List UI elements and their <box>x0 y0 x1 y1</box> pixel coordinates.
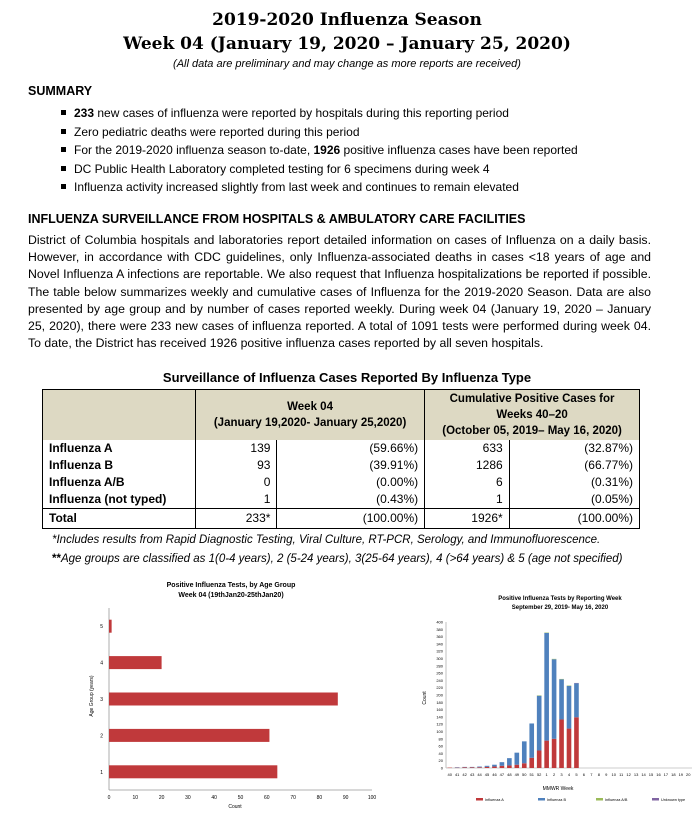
table-title: Surveillance of Influenza Cases Reported By Influenza Type <box>162 370 532 385</box>
legend-swatch <box>652 798 659 801</box>
week-bar-segment <box>515 765 520 768</box>
x-tick-label: 80 <box>316 795 323 801</box>
summary-item: Influenza activity increased slightly from last week and continues to remain elevated <box>56 178 578 197</box>
x-tick-label: 0 <box>107 795 111 801</box>
report-title: 2019-2020 Influenza Season <box>212 10 482 30</box>
y-tick-label: 340 <box>436 641 443 647</box>
chart-subtitle: Week 04 (19thJan20-25thJan20) <box>178 592 284 599</box>
week-bar-segment <box>559 719 564 768</box>
x-tick-label: 18 <box>671 772 676 777</box>
table-row <box>43 491 640 509</box>
week-count: 1 <box>196 491 277 509</box>
y-tick-label: 220 <box>436 685 443 691</box>
x-tick-label: 14 <box>641 772 646 777</box>
week-percent: (59.66%) <box>277 440 425 457</box>
cumulative-percent: (0.05%) <box>509 491 639 509</box>
cumulative-header-cell <box>425 390 640 441</box>
legend-swatch <box>596 798 603 801</box>
week-bar-segment <box>574 683 579 717</box>
x-tick-label: 8 <box>597 772 600 777</box>
y-tick-label: 200 <box>436 692 443 698</box>
cumulative-count: 1 <box>425 491 510 509</box>
x-tick-label: 19 <box>678 772 684 777</box>
y-tick-label: 60 <box>438 743 443 749</box>
week-header-cell <box>196 390 425 441</box>
y-tick-label: 300 <box>436 656 443 661</box>
table-row <box>43 474 640 491</box>
cumulative-count: 1286 <box>425 457 510 474</box>
y-tick-label: 0 <box>440 765 443 771</box>
x-axis-label: MMWR Week <box>542 786 574 792</box>
y-tick-label: 4 <box>100 660 103 667</box>
y-tick-label: 260 <box>436 670 443 676</box>
report-week: Week 04 (January 19, 2020 – January 25, 2020) <box>123 34 571 54</box>
total-label: Total <box>43 509 196 529</box>
x-tick-label: 16 <box>656 772 661 777</box>
x-tick-label: 30 <box>185 795 191 801</box>
x-tick-label: 5 <box>575 772 578 777</box>
total-week-percent: (100.00%) <box>277 509 425 529</box>
summary-item: 233 new cases of influenza were reported by hospitals during this reporting period <box>56 104 578 123</box>
legend-label: Unknown type <box>661 798 686 802</box>
x-tick-label: 42 <box>462 772 467 777</box>
week-bar-segment <box>492 765 497 767</box>
week-bar-segment <box>529 723 534 757</box>
week-bar-segment <box>544 741 549 768</box>
cumulative-weeks: Weeks 40–20 <box>496 409 568 421</box>
reporting-week-chart <box>420 590 694 808</box>
cumulative-percent: (66.77%) <box>509 457 639 474</box>
x-tick-label: 43 <box>469 772 475 777</box>
week-bar-segment <box>500 766 505 768</box>
x-tick-label: 17 <box>663 772 669 777</box>
cumulative-percent: (32.87%) <box>509 440 639 457</box>
total-cumulative-count: 1926* <box>425 509 510 529</box>
summary-item: DC Public Health Laboratory completed testing for 6 specimens during week 4 <box>56 160 578 179</box>
week-bar-segment <box>552 739 557 768</box>
chart-subtitle: September 29, 2019- May 16, 2020 <box>511 605 609 611</box>
x-tick-label: 50 <box>522 772 527 777</box>
x-tick-label: 1 <box>545 772 548 777</box>
week-bar-segment <box>485 767 490 768</box>
week-bar-segment <box>567 729 572 768</box>
week-count: 139 <box>196 440 277 457</box>
week-bar-segment <box>544 633 549 741</box>
week-bar-segment <box>485 766 490 767</box>
y-tick-label: 1 <box>100 769 103 776</box>
y-tick-label: 3 <box>100 697 103 703</box>
cumulative-count: 6 <box>425 474 510 491</box>
legend-swatch <box>476 798 483 801</box>
row-label: Influenza A <box>43 440 196 457</box>
week-bar-segment <box>477 767 482 768</box>
age-group-chart <box>85 576 385 812</box>
surveillance-paragraph: District of Columbia hospitals and laboratories report detailed information on cases of Influenza on a daily basis. However, in accordance with CDC guidelines, only Influenza-associated deaths in cases <18 years of age and Novel Influenza A infections are reportable. We also request that Influenza hospitalizations be reported if possible. The table below summarizes weekly and cumulative cases of Influenza for the 2019-2020 Season. Data are also presented by age group and by number of cases reported weekly. During week 04 (January 19, 2020 – January 25, 2020), there were 233 new cases of influenza reported. A total of 1091 tests were performed during week 04. To date, the District has received 1926 positive influenza cases reported by all seven hospitals. <box>28 233 651 351</box>
y-tick-label: 240 <box>436 677 443 683</box>
week-header: Week 04 <box>287 401 333 413</box>
week-percent: (0.43%) <box>277 491 425 509</box>
week-bar-segment <box>470 767 475 768</box>
x-tick-label: 48 <box>507 772 512 777</box>
y-tick-label: 120 <box>436 721 443 727</box>
x-tick-label: 4 <box>567 772 571 777</box>
y-axis-label: Count <box>422 691 428 705</box>
summary-item: Zero pediatric deaths were reported during this period <box>56 123 578 142</box>
x-tick-label: 2 <box>552 772 556 777</box>
week-range: (January 19,2020- January 25,2020) <box>213 417 407 429</box>
cumulative-range: (October 05, 2019– May 16, 2020) <box>442 425 622 437</box>
x-tick-label: 7 <box>590 772 593 777</box>
total-week-count: 233* <box>196 509 277 529</box>
x-tick-label: 20 <box>686 772 691 777</box>
cumulative-count: 633 <box>425 440 510 457</box>
week-bar-segment <box>522 741 527 763</box>
table-row <box>43 457 640 474</box>
x-tick-label: 41 <box>454 772 460 777</box>
x-tick-label: 12 <box>626 772 631 777</box>
week-bar-segment <box>500 762 505 766</box>
row-label: Influenza (not typed) <box>43 491 196 509</box>
week-bar-segment <box>529 758 534 768</box>
week-bar-segment <box>537 696 542 751</box>
age-group-bar <box>109 765 277 778</box>
summary-item: For the 2019-2020 influenza season to-date, 1926 positive influenza cases have been reported <box>56 141 578 160</box>
week-bar-segment <box>522 763 527 768</box>
x-tick-label: 6 <box>582 772 586 777</box>
x-tick-label: 45 <box>484 772 490 777</box>
week-bar-segment <box>537 750 542 768</box>
x-tick-label: 51 <box>529 772 534 777</box>
week-bar-segment <box>574 717 579 768</box>
week-bar-segment <box>507 765 512 768</box>
y-tick-label: 320 <box>436 648 443 654</box>
y-tick-label: 280 <box>436 663 443 669</box>
x-tick-label: 70 <box>290 795 296 801</box>
y-tick-label: 160 <box>436 707 443 713</box>
chart-title: Positive Influenza Tests, by Age Group <box>166 582 296 589</box>
x-tick-label: 100 <box>367 795 377 801</box>
y-tick-label: 100 <box>436 729 443 734</box>
legend-label: Influenza A/B <box>605 798 628 802</box>
age-group-bar <box>109 693 338 706</box>
age-group-bar <box>109 656 162 669</box>
age-group-bar <box>109 729 269 742</box>
y-tick-label: 140 <box>436 714 443 720</box>
row-label: Influenza B <box>43 457 196 474</box>
table-header-row <box>43 390 640 441</box>
week-bar-segment <box>462 767 467 768</box>
surveillance-table <box>42 389 640 529</box>
x-tick-label: 46 <box>492 772 497 777</box>
x-tick-label: 11 <box>619 772 624 777</box>
legend-label: Influenza A <box>485 798 504 802</box>
x-tick-label: 50 <box>237 795 244 801</box>
week-bar-segment <box>477 767 482 768</box>
x-tick-label: 60 <box>264 795 270 801</box>
total-cumulative-percent: (100.00%) <box>509 509 639 529</box>
week-bar-segment <box>552 659 557 739</box>
legend-swatch <box>538 798 545 801</box>
x-tick-label: 9 <box>605 772 608 777</box>
week-percent: (0.00%) <box>277 474 425 491</box>
y-axis-label: Age Group (years) <box>89 675 95 717</box>
surveillance-heading: INFLUENZA SURVEILLANCE FROM HOSPITALS & AMBULATORY CARE FACILITIES <box>28 212 526 226</box>
week-bar-segment <box>507 758 512 765</box>
week-bar-segment <box>567 686 572 729</box>
y-tick-label: 20 <box>438 758 443 764</box>
summary-list <box>56 104 578 197</box>
x-tick-label: 13 <box>633 772 639 777</box>
y-tick-label: 380 <box>436 626 443 632</box>
age-group-footnote: **Age groups are classified as 1(0-4 years), 2 (5-24 years), 3(25-64 years), 4 (>64 years) & 5 (age not specified) <box>52 553 623 565</box>
week-count: 93 <box>196 457 277 474</box>
x-tick-label: 52 <box>536 772 542 777</box>
x-tick-label: 10 <box>611 772 616 777</box>
x-tick-label: 3 <box>560 772 563 777</box>
total-row <box>43 509 640 529</box>
age-group-bar <box>109 620 112 633</box>
x-axis-label: Count <box>228 804 242 810</box>
cumulative-percent: (0.31%) <box>509 474 639 491</box>
week-bar-segment <box>559 679 564 719</box>
y-tick-label: 400 <box>436 619 443 625</box>
week-bar-segment <box>492 767 497 768</box>
week-bar-segment <box>515 753 520 765</box>
y-tick-label: 5 <box>100 624 103 631</box>
y-tick-label: 360 <box>436 634 443 640</box>
row-label: Influenza A/B <box>43 474 196 491</box>
x-tick-label: 15 <box>648 772 654 777</box>
y-tick-label: 40 <box>438 750 443 756</box>
table-row <box>43 440 640 457</box>
x-tick-label: 10 <box>132 795 139 801</box>
x-tick-label: 49 <box>514 772 520 777</box>
summary-heading: SUMMARY <box>28 84 93 98</box>
week-count: 0 <box>196 474 277 491</box>
table-footnote: *Includes results from Rapid Diagnostic Testing, Viral Culture, RT-PCR, Serology, and Immunofluorescence. <box>52 534 601 546</box>
x-tick-label: 90 <box>342 795 349 801</box>
chart-title: Positive Influenza Tests by Reporting Week <box>498 596 622 602</box>
y-tick-label: 80 <box>438 736 443 742</box>
week-percent: (39.91%) <box>277 457 425 474</box>
legend-label: Influenza B <box>547 798 566 802</box>
cumulative-header: Cumulative Positive Cases for <box>449 393 615 405</box>
y-tick-label: 180 <box>436 699 443 705</box>
x-tick-label: 44 <box>477 772 482 777</box>
x-tick-label: 40 <box>447 772 452 777</box>
y-tick-label: 2 <box>100 733 103 740</box>
header-blank-cell <box>43 390 196 441</box>
preliminary-note: (All data are preliminary and may change as more reports are received) <box>173 58 521 70</box>
x-tick-label: 20 <box>158 795 165 801</box>
x-tick-label: 40 <box>211 795 217 801</box>
x-tick-label: 47 <box>499 772 505 777</box>
